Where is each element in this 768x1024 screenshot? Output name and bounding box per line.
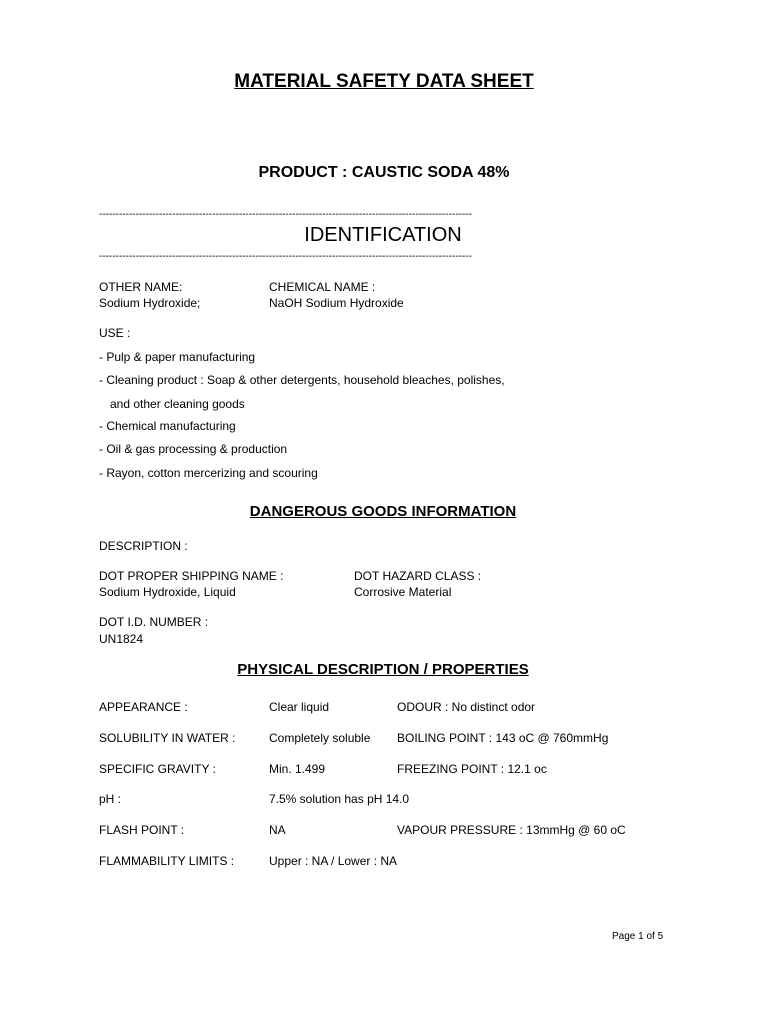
property-label: SOLUBILITY IN WATER : <box>99 731 236 745</box>
physical-heading: PHYSICAL DESCRIPTION / PROPERTIES <box>237 661 529 678</box>
property-label: pH : <box>99 792 122 806</box>
chemical-name-value: NaOH Sodium Hydroxide <box>269 296 404 310</box>
chemical-name-label: CHEMICAL NAME : <box>269 280 376 294</box>
property-value: NA <box>269 823 286 837</box>
property-value: Min. 1.499 <box>269 762 326 776</box>
document-title: MATERIAL SAFETY DATA SHEET <box>234 71 534 92</box>
property-label: FLASH POINT : <box>99 823 185 837</box>
property-extra: BOILING POINT : 143 oC @ 760mmHg <box>397 731 609 745</box>
other-name-label: OTHER NAME: <box>99 280 183 294</box>
property-value: Completely soluble <box>269 731 371 745</box>
property-value: Clear liquid <box>269 700 330 714</box>
use-item: - Chemical manufacturing <box>99 419 236 433</box>
use-item: - Pulp & paper manufacturing <box>99 350 256 364</box>
dangerous-goods-heading: DANGEROUS GOODS INFORMATION <box>249 503 517 520</box>
product-name: PRODUCT : CAUSTIC SODA 48% <box>258 164 510 181</box>
page-number: Page 1 of 5 <box>612 931 664 942</box>
divider-top: ---------------------------------------------------------------------------------------------------------------- <box>99 210 472 220</box>
property-label: SPECIFIC GRAVITY : <box>99 762 216 776</box>
property-extra: VAPOUR PRESSURE : 13mmHg @ 60 oC <box>397 823 626 837</box>
id-number-value: UN1824 <box>99 632 144 646</box>
shipping-name-label: DOT PROPER SHIPPING NAME : <box>99 569 284 583</box>
property-label: APPEARANCE : <box>99 700 188 714</box>
shipping-name-value: Sodium Hydroxide, Liquid <box>99 585 236 599</box>
description-label: DESCRIPTION : <box>99 539 188 553</box>
use-item: - Cleaning product : Soap & other detergents, household bleaches, polishes, <box>99 373 505 387</box>
property-label: FLAMMABILITY LIMITS : <box>99 854 235 868</box>
property-extra: FREEZING POINT : 12.1 oc <box>397 762 547 776</box>
use-label: USE : <box>99 326 131 340</box>
identification-heading: IDENTIFICATION <box>304 224 462 246</box>
hazard-class-value: Corrosive Material <box>354 585 452 599</box>
divider-bottom: ---------------------------------------------------------------------------------------------------------------- <box>99 252 472 262</box>
property-extra: ODOUR : No distinct odor <box>397 700 536 714</box>
property-value: Upper : NA / Lower : NA <box>269 854 398 868</box>
hazard-class-label: DOT HAZARD CLASS : <box>354 569 482 583</box>
id-number-label: DOT I.D. NUMBER : <box>99 615 209 629</box>
use-item: and other cleaning goods <box>110 397 245 411</box>
use-item: - Rayon, cotton mercerizing and scouring <box>99 466 318 480</box>
property-value: 7.5% solution has pH 14.0 <box>269 792 410 806</box>
other-name-value: Sodium Hydroxide; <box>99 296 201 310</box>
use-item: - Oil & gas processing & production <box>99 442 288 456</box>
